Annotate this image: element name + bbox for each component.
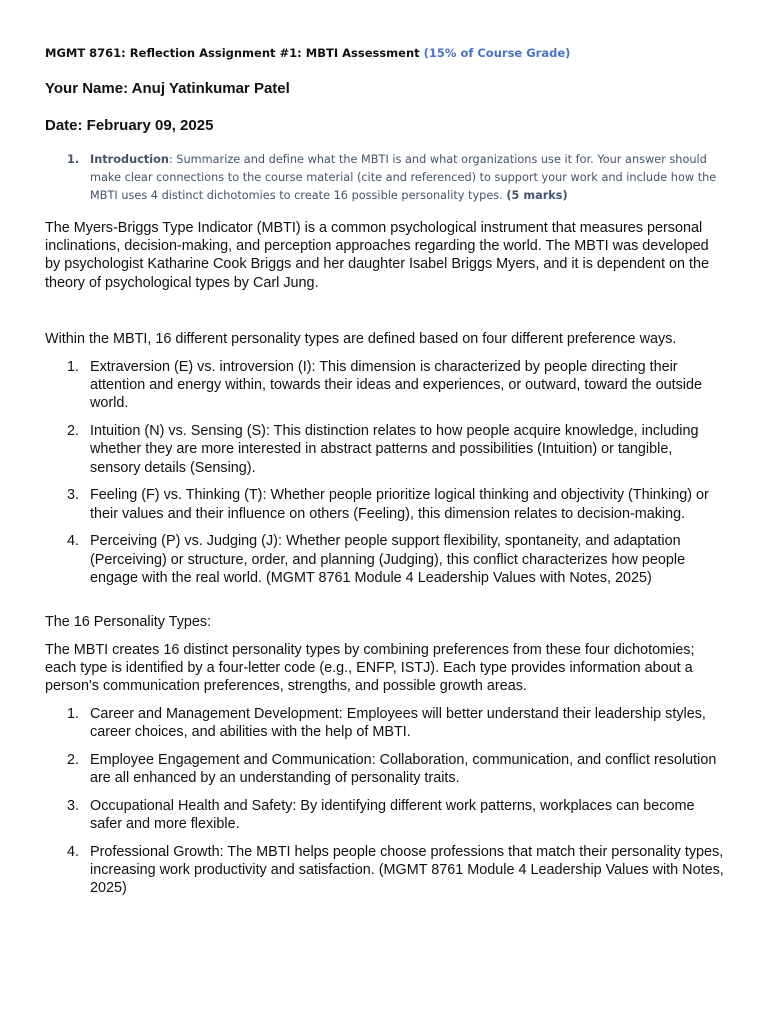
question-label: Introduction xyxy=(90,153,169,166)
list-number: 4. xyxy=(67,844,80,860)
uses-list xyxy=(45,705,725,907)
list-number: 2. xyxy=(67,752,80,768)
assignment-header xyxy=(45,46,570,60)
list-item-text: Professional Growth: The MBTI helps people choose professions that match their personality types, increasing work productivity and satisfaction. (MGMT 8761 Module 4 Leadership Values with Notes, 2025) xyxy=(90,844,724,897)
list-number: 1. xyxy=(67,359,80,375)
types-paragraph: The MBTI creates 16 distinct personality types by combining preferences from these four dichotomies; each type is identified by a four-letter code (e.g., ENFP, ISTJ). Each type provides information about a person's communication preferences, strengths, and possible growth areas. xyxy=(45,642,695,695)
question-prompt xyxy=(45,151,725,205)
question-text: : Summarize and define what the MBTI is and what organizations use it for. Your answer should make clear connections to the course material (cite and referenced) to support your work and include how the MBTI uses 4 distinct dichotomies to create 16 possible personality types. xyxy=(90,153,717,202)
list-item xyxy=(45,486,725,522)
list-item-text: Extraversion (E) vs. introversion (I): This dimension is characterized by people directing their attention and energy within, towards their ideas and experiences, or outward, toward the outside world. xyxy=(90,359,702,412)
list-item xyxy=(45,797,725,833)
list-item-text: Occupational Health and Safety: By identifying different work patterns, workplaces can become safer and more flexible. xyxy=(90,798,695,833)
list-item xyxy=(45,843,725,898)
list-item xyxy=(45,532,725,587)
list-item-text: Feeling (F) vs. Thinking (T): Whether people prioritize logical thinking and objectivity (Thinking) or their values and their influence on others (Feeling), this dimension relates to decision-making. xyxy=(90,487,709,522)
dichotomies-intro-paragraph: Within the MBTI, 16 different personality types are defined based on four different preference ways. xyxy=(45,331,677,347)
list-item-text: Perceiving (P) vs. Judging (J): Whether people support flexibility, spontaneity, and adaptation (Perceiving) or structure, order, and planning (Judging), this conflict characterizes how people engage with the real world. (MGMT 8761 Module 4 Leadership Values with Notes, 2025) xyxy=(90,533,686,586)
list-item-text: Intuition (N) vs. Sensing (S): This distinction relates to how people acquire knowledge, including whether they are more interested in abstract patterns and possibilities (Intuition) or tangible, sensory details (Sensing). xyxy=(90,423,699,476)
list-number: 1. xyxy=(67,706,80,722)
student-name: Your Name: Anuj Yatinkumar Patel xyxy=(45,80,290,97)
list-number: 4. xyxy=(67,533,80,550)
list-item-text: Career and Management Development: Employees will better understand their leadership styles, career choices, and abilities with the help of MBTI. xyxy=(90,706,706,741)
list-item xyxy=(45,422,725,477)
list-number: 2. xyxy=(67,423,80,440)
list-item-text: Employee Engagement and Communication: Collaboration, communication, and conflict resolution are all enhanced by an understanding of personality traits. xyxy=(90,752,717,787)
question-text-block xyxy=(90,151,720,205)
types-heading: The 16 Personality Types: xyxy=(45,614,212,630)
intro-paragraph: The Myers-Briggs Type Indicator (MBTI) is a common psychological instrument that measures personal inclinations, decision-making, and perception approaches regarding the world. The MBTI was developed by psychologist Katharine Cook Briggs and her daughter Isabel Briggs Myers, and it is dependent on the theory of psychological types by Carl Jung. xyxy=(45,220,709,291)
grade-weight: (15% of Course Grade) xyxy=(423,46,571,60)
list-number: 3. xyxy=(67,487,80,504)
list-item xyxy=(45,751,725,787)
question-number: 1. xyxy=(67,153,80,166)
list-item xyxy=(45,358,725,413)
list-number: 3. xyxy=(67,798,80,814)
list-item xyxy=(45,705,725,741)
submission-date: Date: February 09, 2025 xyxy=(45,117,214,134)
dichotomies-list xyxy=(45,358,725,597)
course-title: MGMT 8761: Reflection Assignment #1: MBTI Assessment xyxy=(45,46,420,60)
question-marks: (5 marks) xyxy=(506,189,568,202)
